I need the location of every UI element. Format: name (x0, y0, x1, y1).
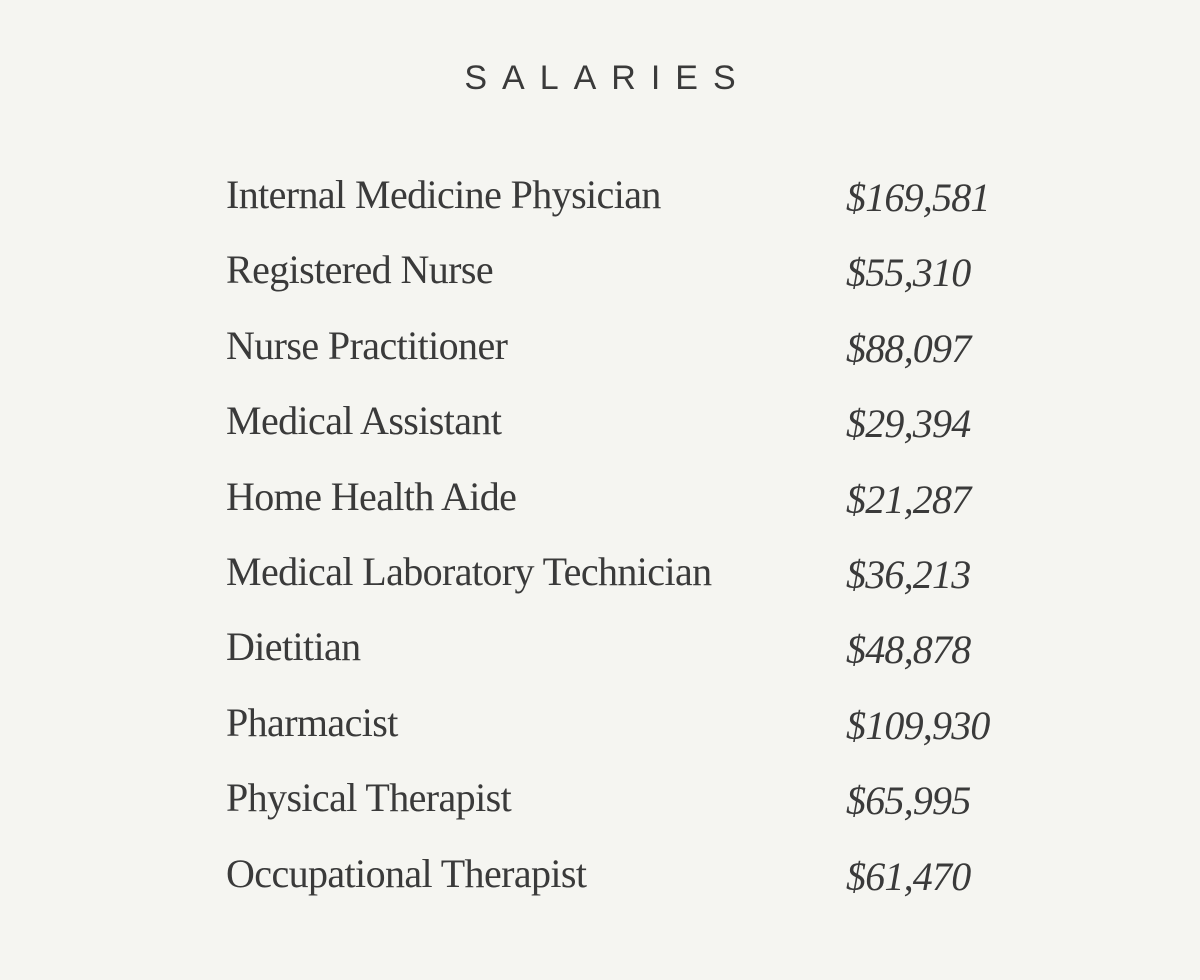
page-title: SALARIES (464, 59, 751, 97)
job-title: Registered Nurse (226, 247, 493, 293)
salary-value: $88,097 (846, 325, 971, 371)
job-title: Internal Medicine Physician (226, 172, 661, 217)
salary-value: $36,213 (846, 551, 971, 597)
salary-value: $61,470 (846, 853, 971, 899)
table-row (226, 540, 1006, 615)
table-row (226, 691, 1006, 766)
job-title: Dietitian (226, 624, 361, 670)
table-row (226, 389, 1006, 464)
salary-value: $109,930 (846, 702, 990, 748)
salary-value: $48,878 (846, 627, 971, 673)
table-row (226, 163, 1006, 238)
job-title: Medical Assistant (226, 398, 502, 444)
job-title: Home Health Aide (226, 473, 517, 519)
salary-value: $29,394 (846, 401, 971, 447)
salary-value: $21,287 (846, 476, 971, 522)
job-title: Physical Therapist (226, 775, 512, 821)
job-title: Occupational Therapist (226, 850, 587, 896)
salary-value: $55,310 (846, 250, 971, 296)
job-title: Pharmacist (226, 699, 398, 745)
salary-value: $169,581 (846, 175, 990, 220)
table-row (226, 615, 1006, 690)
salary-value: $65,995 (846, 778, 971, 824)
table-row (226, 766, 1006, 841)
table-row (226, 238, 1006, 313)
table-row (226, 465, 1006, 540)
salary-table (226, 163, 1006, 917)
job-title: Nurse Practitioner (226, 322, 508, 368)
table-row (226, 842, 1006, 917)
table-row (226, 314, 1006, 389)
job-title: Medical Laboratory Technician (226, 548, 712, 594)
